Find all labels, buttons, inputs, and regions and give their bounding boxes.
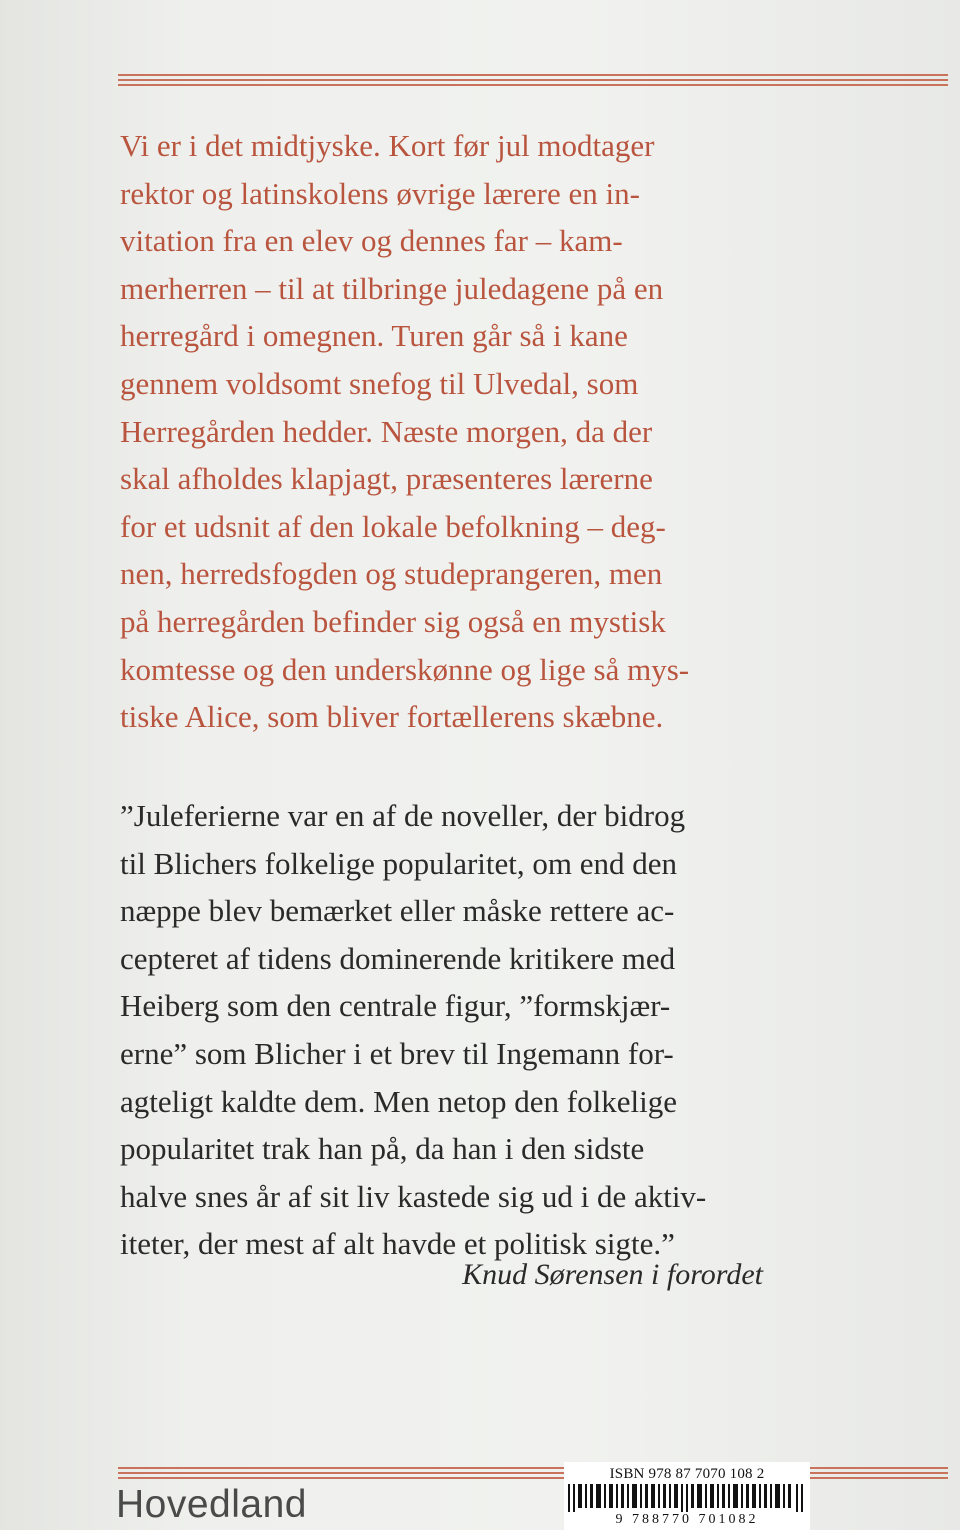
quote-line: iteter, der mest af alt havde et politisk sigte.” (120, 1226, 675, 1262)
isbn-label: ISBN 978 87 7070 108 2 (609, 1466, 765, 1482)
synopsis-line: tiske Alice, som bliver fortællerens skæbne. (120, 699, 664, 735)
quote-line: erne” som Blicher i et brev til Ingemann for- (120, 1035, 674, 1071)
bottom-decorative-rule (118, 1467, 948, 1479)
synopsis-line: komtesse og den underskønne og lige så mys- (120, 651, 690, 687)
synopsis-line: på herregården befinder sig også en mystisk (120, 603, 666, 639)
synopsis-line: herregård i omegnen. Turen går så i kane (120, 318, 628, 354)
quote-line: ”Juleferierne var en af de noveller, der bidrog (120, 798, 686, 833)
quote-line: popularitet trak han på, da han i den sidste (120, 1131, 645, 1167)
synopsis-line: skal afholdes klapjagt, præsenteres lærerne (120, 461, 653, 497)
quote-line: Heiberg som den centrale figur, ”formskjær- (120, 988, 671, 1024)
synopsis-line: nen, herredsfogden og studeprangeren, men (120, 556, 663, 592)
barcode-digits: 9 788770 701082 (615, 1512, 759, 1527)
isbn-barcode (564, 1462, 810, 1530)
synopsis-line: for et udsnit af den lokale befolkning – deg- (120, 508, 666, 544)
synopsis-text (120, 122, 780, 741)
synopsis-line: gennem voldsomt snefog til Ulvedal, som (120, 365, 639, 401)
synopsis-line: Herregården hedder. Næste morgen, da der (120, 413, 653, 449)
quote-line: til Blichers folkelige popularitet, om end den (120, 845, 678, 881)
quote-line: næppe blev bemærket eller måske rettere ac- (120, 893, 675, 929)
quote-line: halve snes år af sit liv kastede sig ud i de aktiv- (120, 1178, 707, 1214)
synopsis-line: vitation fra en elev og dennes far – kam- (120, 223, 623, 259)
quote-line: agteligt kaldte dem. Men netop den folkelige (120, 1083, 677, 1119)
quote-attribution: Knud Sørensen i forordet (462, 1258, 763, 1291)
foreword-quote (120, 792, 780, 1268)
publisher-logo: Hovedland (116, 1483, 307, 1526)
synopsis-line: merherren – til at tilbringe juledagene på en (120, 270, 664, 306)
barcode-bars-icon (568, 1484, 806, 1512)
synopsis-line: Vi er i det midtjyske. Kort før jul modtager (120, 128, 655, 163)
quote-line: cepteret af tidens dominerende kritikere med (120, 940, 676, 976)
synopsis-line: rektor og latinskolens øvrige lærere en in- (120, 175, 640, 211)
top-decorative-rule (118, 74, 948, 86)
